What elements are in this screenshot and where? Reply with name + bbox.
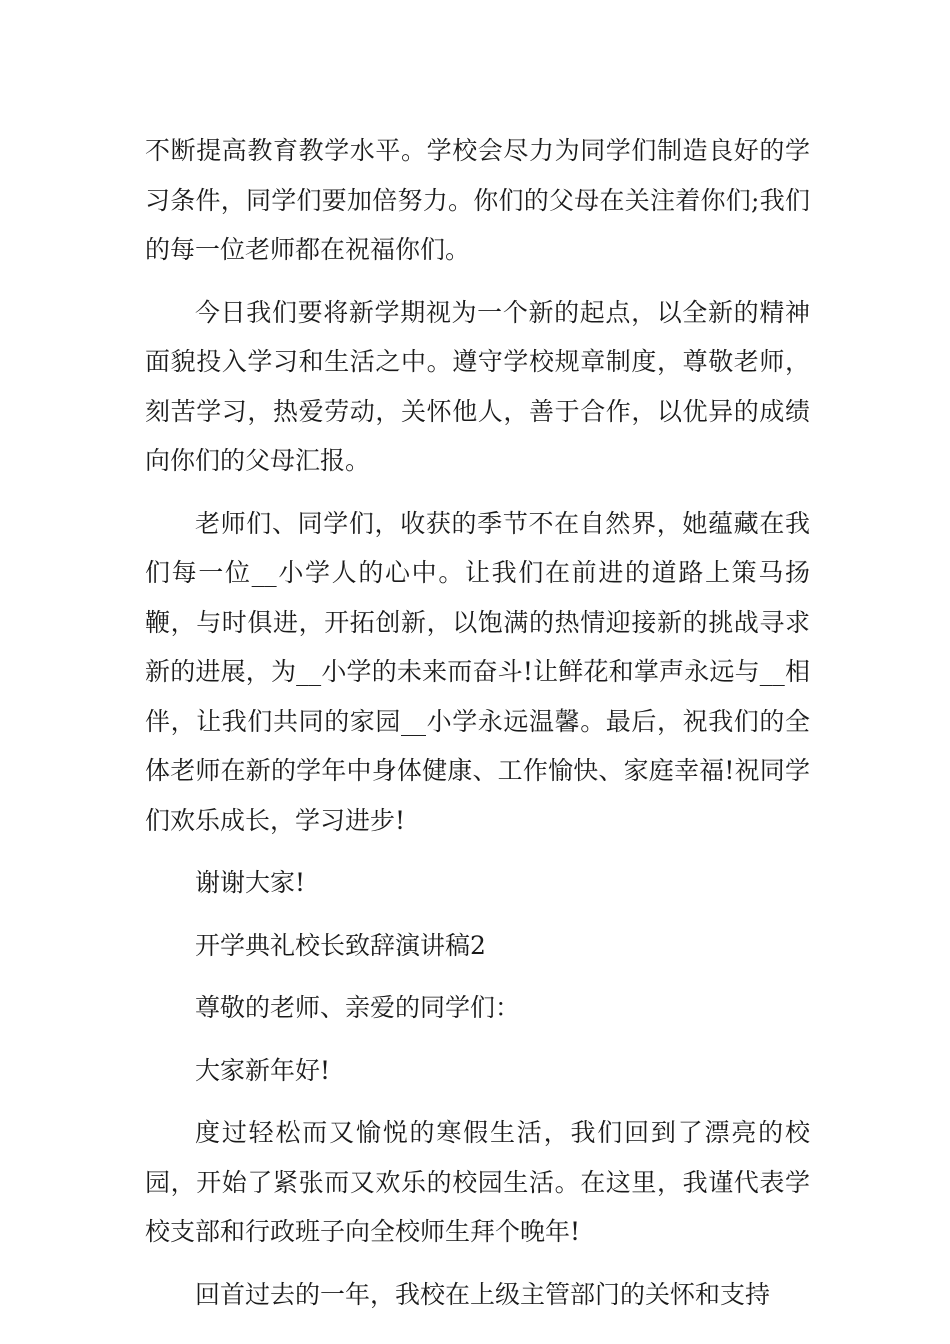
document-body xyxy=(145,126,810,1319)
paragraph-continuation: 不断提高教育教学水平。学校会尽力为同学们制造良好的学习条件，同学们要加倍努力。你们的父母在关注着你们;我们的每一位老师都在祝福你们。 xyxy=(145,136,810,264)
paragraph-thanks: 谢谢大家! xyxy=(195,868,306,897)
salutation: 尊敬的老师、亲爱的同学们： xyxy=(195,993,521,1022)
greeting: 大家新年好! xyxy=(195,1055,331,1085)
section-title: 开学典礼校长致辞演讲稿2 xyxy=(195,930,486,960)
paragraph-looking-back: 回首过去的一年，我校在上级主管部门的关怀和支持 xyxy=(195,1279,771,1309)
paragraph-winter-break: 度过轻松而又愉悦的寒假生活，我们回到了漂亮的校园，开始了紧张而又欢乐的校园生活。在这里，我谨代表学校支部和行政班子向全校师生拜个晚年! xyxy=(145,1118,810,1246)
paragraph-harvest: 老师们、同学们，收获的季节不在自然界，她蕴藏在我们每一位__小学人的心中。让我们在前进的道路上策马扬鞭，与时俱进，开拓创新，以饱满的热情迎接新的挑战寻求新的进展，为__小学的未来而奋斗!让鲜花和掌声永远与__相伴，让我们共同的家园__小学永远温馨。最后，祝我们的全体老师在新的学年中身体健康、工作愉快、家庭幸福!祝同学们欢乐成长，学习进步! xyxy=(145,508,810,835)
paragraph-new-semester: 今日我们要将新学期视为一个新的起点，以全新的精神面貌投入学习和生活之中。遵守学校规章制度，尊敬老师，刻苦学习，热爱劳动，关怀他人，善于合作，以优异的成绩向你们的父母汇报。 xyxy=(145,297,810,475)
